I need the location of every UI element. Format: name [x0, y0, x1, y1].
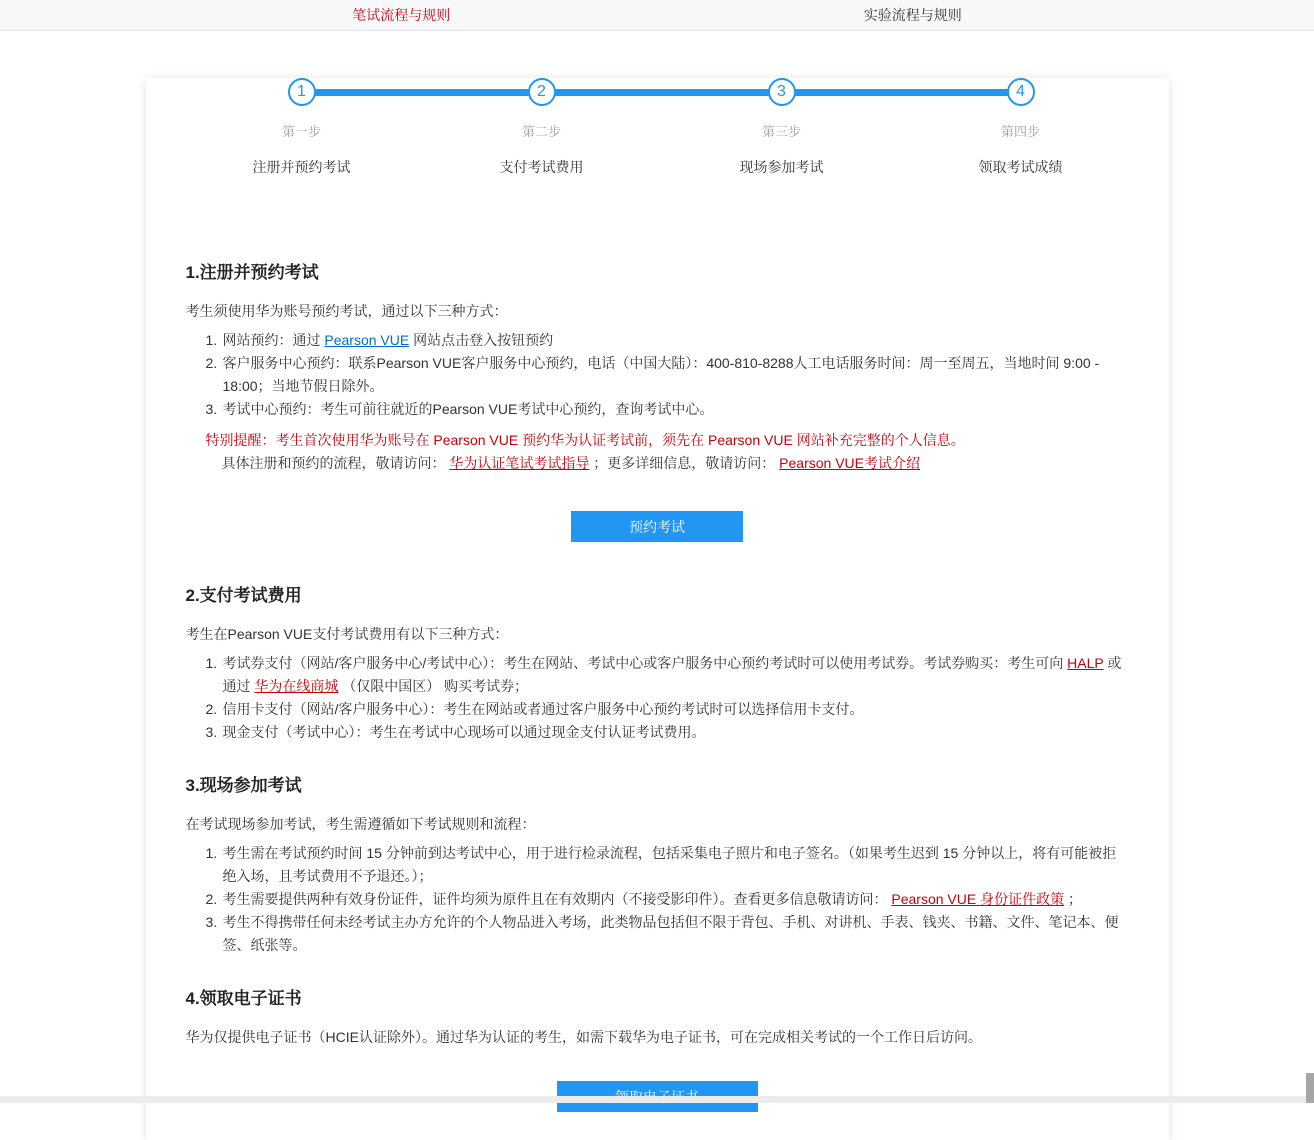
inline-link[interactable]: Pearson VUE: [324, 332, 410, 348]
step-3-circle: 3: [768, 78, 796, 106]
text-segment: ；更多详细信息，敬请访问：: [589, 455, 780, 471]
scrollbar-thumb[interactable]: [1306, 1073, 1314, 1103]
inline-link[interactable]: 华为在线商城: [254, 678, 339, 694]
inline-link[interactable]: 华为认证笔试考试指导: [449, 455, 590, 471]
step-1-sublabel: 第一步: [281, 124, 321, 139]
page-bottom-strip: [0, 1096, 1314, 1103]
step-2-name: 支付考试费用: [499, 159, 584, 175]
list-item: 客户服务中心预约：联系Pearson VUE客户服务中心预约，电话（中国大陆）：400-810-8288人工电话服务时间：周一至周五，当地时间 9:00 - 18:00；当地节假日除外。: [222, 355, 1100, 394]
section-4-heading: 4.领取电子证书: [185, 989, 302, 1008]
book-exam-button[interactable]: 预约考试: [571, 511, 743, 542]
text-segment: 网站点击登入按钮预约: [409, 332, 554, 348]
text-segment: （仅限中国区） 购买考试券；: [338, 678, 529, 694]
list-item: 现金支付（考试中心）：考生在考试中心现场可以通过现金支付认证考试费用。: [222, 724, 706, 740]
top-tab-bar: [0, 0, 1314, 31]
stepper-connector-line: [302, 89, 1021, 96]
text-segment: 考生需要提供两种有效身份证件，证件均须为原件且在有效期内（不接受影印件）。查看更多信息敬请访问：: [222, 891, 892, 907]
tab-lab-exam-rules[interactable]: 实验流程与规则: [863, 7, 962, 23]
step-4-name: 领取考试成绩: [978, 159, 1063, 175]
section-3-heading: 3.现场参加考试: [185, 776, 302, 795]
step-1-circle: 1: [288, 78, 316, 106]
step-2: [452, 78, 632, 177]
book-exam-button-row: [186, 475, 1129, 542]
section-1-heading: 1.注册并预约考试: [185, 263, 319, 282]
section-pay-exam-fee: [186, 581, 1129, 744]
registration-guide-note: [186, 452, 1129, 475]
inline-link[interactable]: HALP: [1067, 655, 1104, 671]
step-1: [212, 78, 392, 177]
step-4-circle: 4: [1007, 78, 1035, 106]
top-tab-container: [146, 0, 1169, 30]
section-get-e-certificate: [186, 984, 1129, 1112]
step-3-name: 现场参加考试: [739, 159, 824, 175]
text-segment: 具体注册和预约的流程，敬请访问：: [221, 455, 450, 471]
step-3-sublabel: 第三步: [761, 124, 801, 139]
inline-link[interactable]: Pearson VUE 身份证件政策: [891, 891, 1065, 907]
text-segment: 或通过: [222, 655, 1122, 694]
list-item: 考生需在考试预约时间 15 分钟前到达考试中心，用于进行检录流程，包括采集电子照片和电子签名。（如果考生迟到 15 分钟以上，将有可能被拒绝入场，且考试费用不予退还。）；: [222, 845, 1117, 884]
section-1-intro: 考生须使用华为账号预约考试，通过以下三种方式：: [185, 303, 508, 319]
special-reminder-note: 特别提醒：考生首次使用华为账号在 Pearson VUE 预约华为认证考试前，须先在 Pearson VUE 网站补充完整的个人信息。: [205, 432, 965, 448]
section-3-intro: 在考试现场参加考试，考生需遵循如下考试规则和流程：: [185, 816, 536, 832]
vertical-scrollbar[interactable]: [1306, 0, 1314, 1103]
text-segment: 网站预约：通过: [222, 332, 325, 348]
exam-process-stepper: [146, 78, 1169, 207]
step-2-sublabel: 第二步: [521, 124, 561, 139]
content-card: [146, 78, 1169, 1140]
list-item: [206, 652, 1129, 698]
list-item: 考试中心预约：考生可前往就近的Pearson VUE考试中心预约，查询考试中心。: [222, 401, 714, 417]
step-3: [692, 78, 872, 177]
section-2-intro: 考生在Pearson VUE支付考试费用有以下三种方式：: [185, 626, 509, 642]
step-2-circle: 2: [528, 78, 556, 106]
inline-link[interactable]: Pearson VUE考试介绍: [779, 455, 920, 471]
payment-methods-list: [186, 652, 1129, 744]
list-item: [206, 329, 1129, 352]
exam-rules-list: [186, 842, 1129, 957]
list-item: 考生不得携带任何未经考试主办方允许的个人物品进入考场，此类物品包括但不限于背包、手机、对讲机、手表、钱夹、书籍、文件、笔记本、便签、纸张等。: [222, 914, 1119, 953]
section-4-intro: 华为仅提供电子证书（HCIE认证除外）。通过华为认证的考生，如需下载华为电子证书，可在完成相关考试的一个工作日后访问。: [185, 1029, 982, 1045]
tab-written-exam-rules[interactable]: 笔试流程与规则: [352, 7, 451, 23]
list-item: 信用卡支付（网站/客户服务中心）：考生在网站或者通过客户服务中心预约考试时可以选择信用卡支付。: [222, 701, 864, 717]
section-attend-exam-onsite: [186, 771, 1129, 957]
text-segment: 考试券支付（网站/客户服务中心/考试中心）：考生在网站、考试中心或客户服务中心预约考试时可以使用考试券。考试券购买：考生可向: [222, 655, 1068, 671]
text-segment: ；: [1064, 891, 1082, 907]
step-4-sublabel: 第四步: [1000, 124, 1040, 139]
section-register-and-book: [186, 258, 1129, 542]
booking-methods-list: [186, 329, 1129, 421]
step-1-name: 注册并预约考试: [252, 159, 351, 175]
list-item: [206, 888, 1129, 911]
step-4: [931, 78, 1111, 177]
section-2-heading: 2.支付考试费用: [185, 586, 302, 605]
